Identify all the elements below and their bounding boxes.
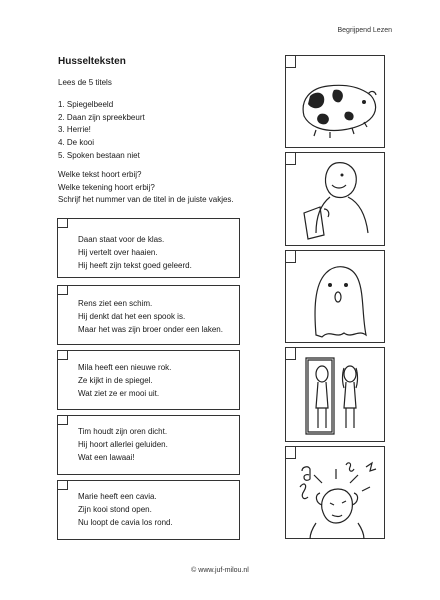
ghost-icon [286, 251, 384, 344]
text-box-3 [57, 350, 240, 410]
text-line: Hij denkt dat het een spook is. [78, 312, 186, 321]
instructions [58, 169, 234, 207]
text-line: Wat een lawaai! [78, 453, 135, 462]
instruction-line: Welke tekening hoort erbij? [58, 182, 155, 192]
text-line: Marie heeft een cavia. [78, 492, 157, 501]
title-item: 2. Daan zijn spreekbeurt [58, 112, 145, 122]
title-item: 1. Spiegelbeeld [58, 100, 114, 109]
title-item: 4. De kooi [58, 138, 95, 148]
picture-box-5 [285, 446, 385, 539]
text-line: Maar het was zijn broer onder een laken. [78, 325, 223, 334]
answer-box[interactable] [57, 350, 68, 360]
instruction-line: Welke tekst hoort erbij? [58, 170, 142, 179]
answer-box[interactable] [57, 285, 68, 295]
noise-icon [286, 447, 384, 540]
text-line: Ze kijkt in de spiegel. [78, 376, 153, 385]
mirror-icon [286, 348, 384, 443]
intro-text [58, 76, 112, 89]
instruction-line: Schrijf het nummer van de titel in de juiste vakjes. [58, 195, 234, 204]
answer-box[interactable] [57, 218, 68, 228]
text-line: Hij hoort allerlei geluiden. [78, 440, 168, 449]
picture-box-3 [285, 250, 385, 343]
text-box-1 [57, 218, 240, 278]
picture-box-4 [285, 347, 385, 442]
title-list [58, 99, 145, 163]
speaker-icon [286, 153, 384, 247]
text-line: Rens ziet een schim. [78, 299, 153, 308]
page-title: Husselteksten [58, 56, 126, 67]
text-line: Hij heeft zijn tekst goed geleerd. [78, 261, 192, 270]
text-box-4 [57, 415, 240, 475]
title-item: 3. Herrie! [58, 125, 91, 135]
text-box-5 [57, 480, 240, 540]
picture-box-1 [285, 55, 385, 148]
answer-box[interactable] [57, 415, 68, 425]
text-line: Nu loopt de cavia los rond. [78, 518, 173, 527]
footer-credit: © www.juf-milou.nl [191, 567, 249, 574]
answer-box[interactable] [57, 480, 68, 490]
intro-line: Lees de 5 titels [58, 78, 112, 87]
title-item: 5. Spoken bestaan niet [58, 150, 140, 160]
text-line: Zijn kooi stond open. [78, 505, 152, 514]
text-line: Wat ziet ze er mooi uit. [78, 389, 160, 398]
guinea-pig-icon [286, 56, 384, 149]
text-line: Mila heeft een nieuwe rok. [78, 363, 172, 372]
text-line: Daan staat voor de klas. [78, 235, 165, 244]
picture-box-2 [285, 152, 385, 246]
text-line: Tim houdt zijn oren dicht. [78, 427, 168, 436]
header-label: Begrijpend Lezen [337, 27, 392, 34]
text-box-2 [57, 285, 240, 345]
text-line: Hij vertelt over haaien. [78, 248, 158, 257]
